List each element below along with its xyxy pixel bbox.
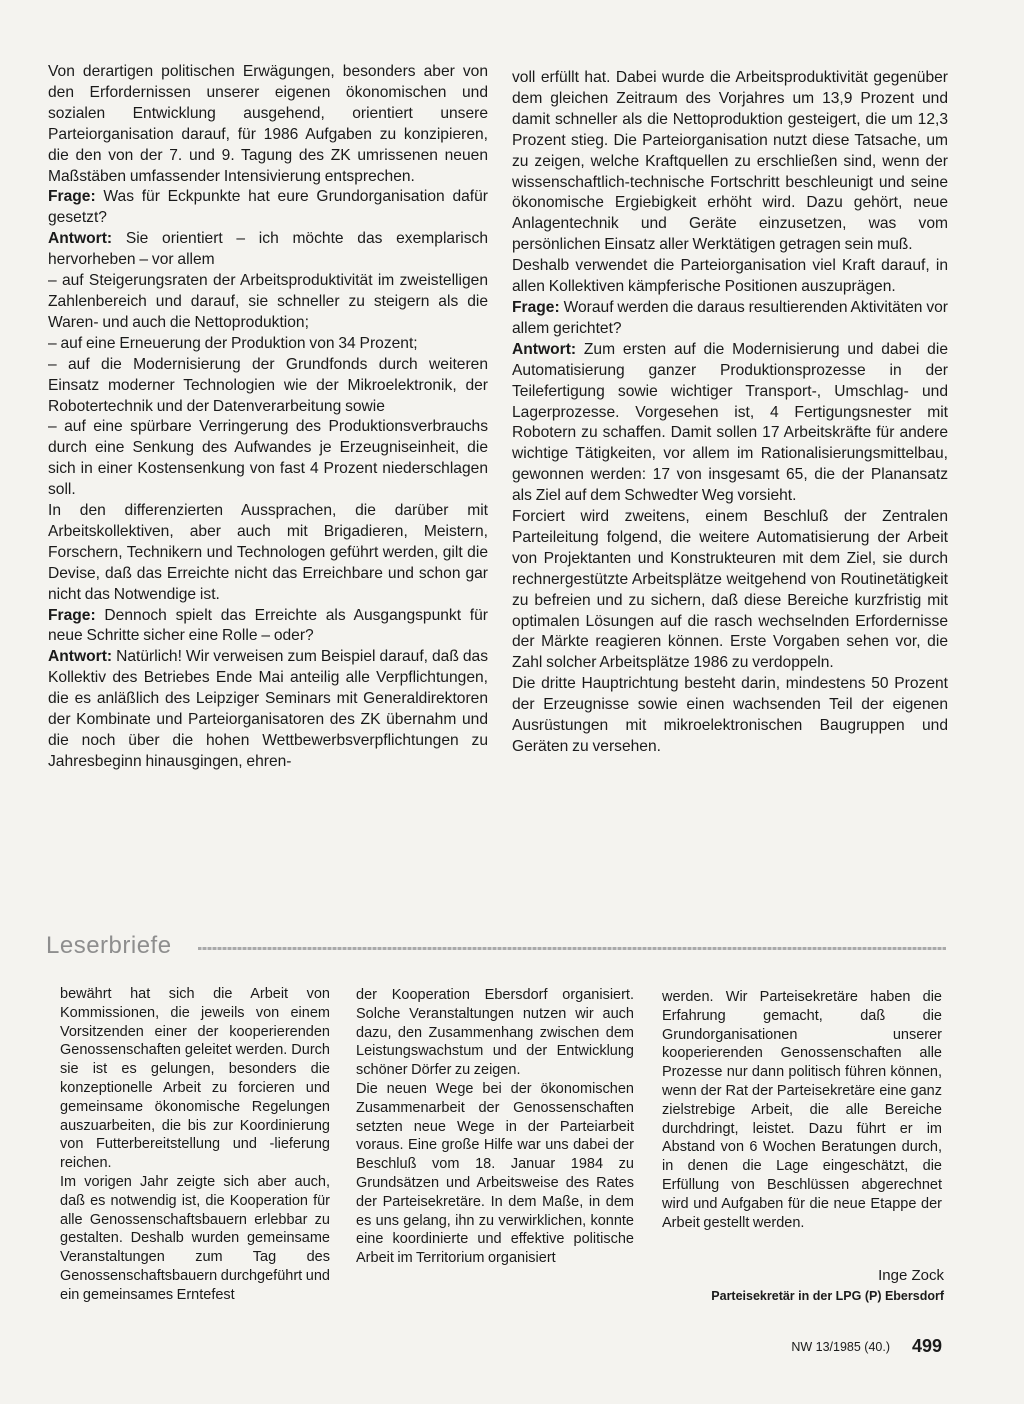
paragraph (512, 298, 948, 340)
article-column-right (512, 68, 948, 758)
speaker-label: Antwort: (48, 648, 113, 666)
paragraph (48, 355, 488, 418)
letter-column-1 (60, 985, 330, 1305)
author-name: Inge Zock (878, 1267, 944, 1284)
section-header-letters (46, 932, 946, 960)
paragraph-text: Deshalb verwendet die Parteiorganisation viel Kraft darauf, in allen Kollektiven kämpferische Positionen auszuprägen. (512, 257, 948, 296)
paragraph-text: Zum ersten auf die Modernisierung und dabei die Automatisierung ganzer Produktionsprozesse in der Teilefertigung sowie wichtiger Transport-, Umschlag- und Lagerprozesse. Vorgesehen ist, 4 Fertigungsnester mit Robotern zu schaffen. Damit sollen 17 Arbeitskräfte für andere wichtige Tätigkeiten, vor allem im Rationalisierungsmittelbau, gewonnen werden: 17 von insgesamt 65, die der Planansatz als Ziel auf dem Schwedter Weg vorsieht. (512, 340, 948, 505)
paragraph (48, 187, 488, 229)
paragraph (48, 229, 488, 271)
speaker-label: Frage: (48, 606, 96, 624)
paragraph-text: – auf die Modernisierung der Grundfonds durch weiteren Einsatz moderner Technologien wie der Mikroelektronik, der Robotertechnik und der Datenverarbeitung sowie (48, 355, 488, 415)
paragraph-text: voll erfüllt hat. Dabei wurde die Arbeitsproduktivität gegenüber dem gleichen Zeitraum des Vorjahres um 13,9 Prozent und damit schneller als die Nettoproduktion gesteigert, die um 12,3 Prozent stieg. Die Parteiorganisation nutzt diese Tatsache, um zu zeigen, welche Kraftquellen zu erschließen sind, wenn der wissenschaftlich-technische Fortschritt beschleunigt und seine ökonomische Ergiebigkeit erhöht wird. Dazu gehört, neue Anlagentechnik und Geräte einzusetzen, was vom persönlichen Einsatz aller Werktätigen getragen sein muß. (512, 69, 948, 254)
article-column-left (48, 62, 488, 773)
paragraph (48, 647, 488, 772)
paragraph-text: Die dritte Hauptrichtung besteht darin, mindestens 50 Prozent der Erzeugnisse sowie einen wachsenden Teil der eigenen Ausrüstungen mit mikroelektronischen Baugruppen und Geräten zu versehen. (512, 675, 948, 755)
paragraph (512, 507, 948, 674)
paragraph-text: Forciert wird zweitens, einem Beschluß der Zentralen Parteileitung folgend, die weitere Automatisierung der Arbeit von Projektanten und Konstrukteuren mit dem Ziel, sie durch rechnergestützte Arbeitsplätze weitgehend von Routinetätigkeit zu befreien und zu sichern, daß diese Bereiche kurzfristig mit optimalen Lösungen auf die rasch wechselnden Erfordernisse der Märkte reagieren können. Erste Vorgaben sehen vor, die Zahl solcher Arbeitsplätze 1986 zu verdoppeln. (512, 508, 948, 672)
paragraph: bewährt hat sich die Arbeit von Kommissionen, die jeweils von einem Vorsitzenden einer der kooperierenden Genossenschaften geleitet werden. Durch sie ist es gelungen, besonders die konzeptionelle Arbeit zu forcieren und gemeinsame ökonomische Regelungen auszuarbeiten, die bis zur Koordinierung von Futterbereitstellung und -lieferung reichen. (60, 986, 330, 1172)
paragraph-text: Natürlich! Wir verweisen zum Beispiel darauf, daß das Kollektiv des Betriebes Ende Mai anteilig alle Verpflichtungen, die es anläßlich des Leipziger Seminars mit Generaldirektoren der Kombinate und Parteiorganisatoren des ZK übernahm und die noch über die hohen Wettbewerbsverpflichtungen zu Jahresbeginn hinausgingen, ehren- (48, 648, 488, 770)
paragraph (512, 68, 948, 256)
paragraph-text: Von derartigen politischen Erwägungen, besonders aber von den Erfordernissen unserer eigenen ökonomischen und sozialen Entwicklung ausgehend, orientiert unsere Parteiorganisation darauf, für 1986 Aufgaben zu konzipieren, die den von der 7. und 9. Tagung des ZK umrissenen neuen Maßstäben umfassender Intensivierung entsprechen. (48, 63, 488, 185)
paragraph (512, 674, 948, 758)
section-rule (198, 947, 946, 950)
paragraph (48, 417, 488, 501)
paragraph-text: Sie orientiert – ich möchte das exemplarisch hervorheben – vor allem (48, 230, 489, 269)
speaker-label: Antwort: (512, 340, 577, 358)
speaker-label: Frage: (48, 188, 96, 206)
paragraph (48, 271, 488, 334)
paragraph: Die neuen Wege bei der ökonomischen Zusammenarbeit der Genossenschaften setzten neue Wege in der Parteiarbeit voraus. Eine große Hilfe war uns dabei der Beschluß vom 18. Januar 1984 zu Grundsätzen und Arbeitsweise des Rates der Parteisekretäre. In dem Maße, in dem es uns gelang, ihn zu verwirklichen, konnte eine koordinierte und effektive politische Arbeit im Territorium organisiert (356, 1080, 634, 1267)
speaker-label: Frage: (512, 298, 560, 316)
paragraph (512, 256, 948, 298)
page-number: 499 (911, 1336, 942, 1356)
author-role: Parteisekretär in der LPG (P) Ebersdorf (711, 1289, 944, 1303)
paragraph: der Kooperation Ebersdorf organisiert. Solche Veranstaltungen nutzen wir auch dazu, den Zusammenhang zwischen dem Leistungswachstum und der Entwicklung schöner Dörfer zu zeigen. (356, 987, 634, 1079)
paragraph (48, 62, 488, 187)
paragraph-text: – auf Steigerungsraten der Arbeitsproduktivität im zweistelligen Zahlenbereich und darauf, sie schneller zu steigern als die Waren- und auch die Nettoproduktion; (48, 272, 488, 331)
paragraph-text: Was für Eckpunkte hat eure Grundorganisation dafür gesetzt? (48, 188, 488, 227)
paragraph-text: – auf eine Erneuerung der Produktion von 34 Prozent; (48, 334, 418, 352)
section-title: Leserbriefe (46, 932, 172, 959)
paragraph-text: In den differenzierten Aussprachen, die darüber mit Arbeitskollektiven, aber auch mit Brigadieren, Meistern, Forschern, Technikern und Technologen geführt werden, gilt die Devise, daß das Erreichte nicht das Erreichbare und schon gar nicht das Notwendige ist. (48, 502, 488, 603)
paragraph (48, 334, 488, 355)
paragraph (512, 340, 948, 507)
paragraph (48, 501, 488, 606)
issue-reference: NW 13/1985 (40.) (791, 1340, 890, 1354)
paragraph-text: Dennoch spielt das Erreichte als Ausgangspunkt für neue Schritte sicher eine Rolle – oder? (48, 606, 488, 645)
paragraph: werden. Wir Parteisekretäre haben die Erfahrung gemacht, daß die Grundorganisationen unserer kooperierenden Genossenschaften alle Prozesse nur dann politisch führen können, wenn der Rat der Parteisekretäre eine ganz zielstrebige Arbeit, die alle Bereiche durchdringt, leistet. Dazu führt er im Abstand von 6 Wochen Beratungen durch, in denen die Lage eingeschätzt, die Erfüllung von Beschlüssen abgerechnet wird und Aufgaben für die neue Etappe der Arbeit gestellt werden. (662, 989, 942, 1231)
letter-column-2 (356, 986, 634, 1268)
paragraph-text: – auf eine spürbare Verringerung des Produktionsverbrauchs durch eine Senkung des Aufwandes je Erzeugniseinheit, die sich in einer Kostensenkung von fast 4 Prozent niederschlagen soll. (48, 418, 488, 499)
paragraph (48, 606, 488, 648)
letter-signature (711, 1266, 944, 1306)
speaker-label: Antwort: (48, 230, 113, 248)
paragraph-text: Worauf werden die daraus resultierenden Aktivitäten vor allem gerichtet? (512, 298, 949, 337)
letter-column-3 (662, 988, 942, 1232)
paragraph: Im vorigen Jahr zeigte sich aber auch, daß es notwendig ist, die Kooperation für alle Genossenschaftsbauern erlebbar zu gestalten. Deshalb wurden gemeinsame Veranstaltungen zum Tag des Genossenschaftsbauern durchgeführt und ein gemeinsames Erntefest (60, 1173, 330, 1303)
